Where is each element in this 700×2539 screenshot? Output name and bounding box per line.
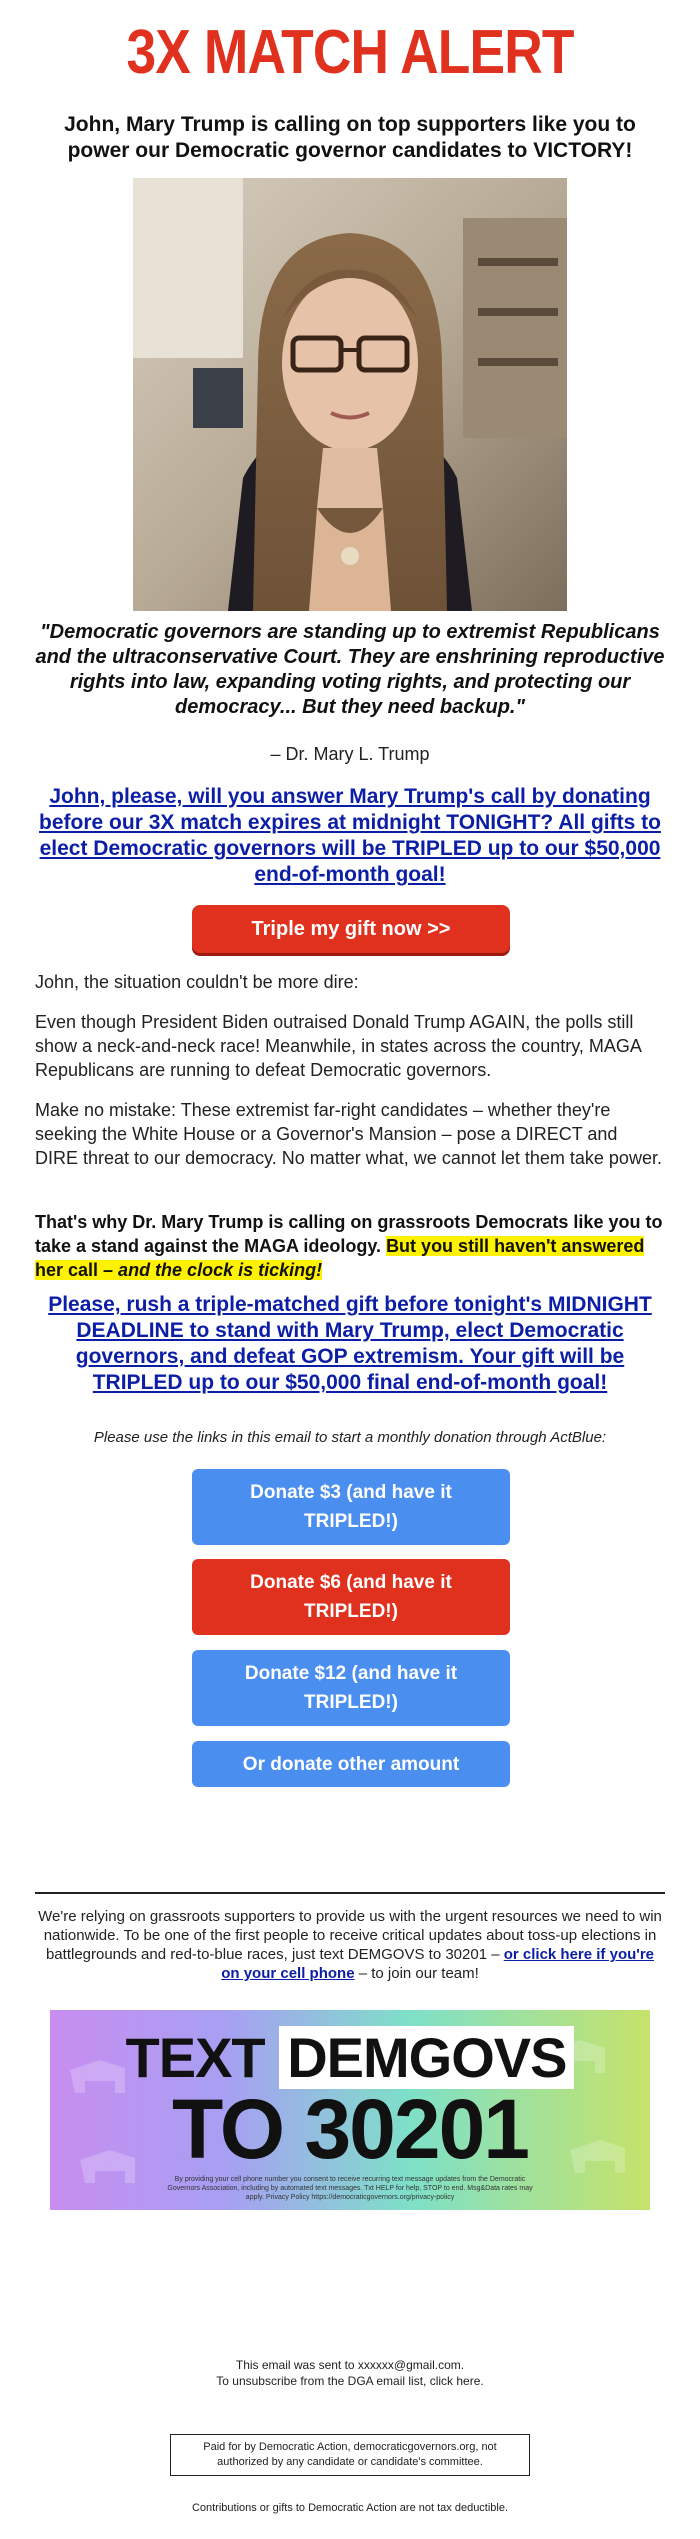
quote-attribution: – Dr. Mary L. Trump <box>270 744 430 764</box>
donate-3-button[interactable]: Donate $3 (and have it TRIPLED!) <box>192 1469 510 1545</box>
donate-ask <box>30 784 670 888</box>
body-paragraph-4-highlight-italic: – and the clock is ticking! <box>103 1260 323 1280</box>
donate-6-button[interactable]: Donate $6 (and have it TRIPLED!) <box>192 1559 510 1635</box>
footer-sent-info <box>0 2357 700 2389</box>
sms-text-after: – to join our team! <box>354 1965 479 1982</box>
body-paragraph-2: Even though President Biden outraised Donald Trump AGAIN, the polls still show a neck-and-neck race! Meanwhile, in states across the country, MAGA Republicans are running to defeat Democratic governors. <box>35 1012 641 1080</box>
sms-text-before: We're relying on grassroots supporters to provide us with the urgent resources we need to win nationwide. To be one of the first people to receive critical updates about toss-up elections in battlegrounds and red-to-blue races, just text DEMGOVS to 30201 – <box>38 1908 662 1963</box>
triple-gift-button[interactable]: Triple my gift now >> <box>192 905 510 953</box>
footer-unsubscribe[interactable]: To unsubscribe from the DGA email list, click here. <box>216 2374 484 2388</box>
subhead: John, Mary Trump is calling on top supporters like you to power our Democratic governor candidates to VICTORY! <box>64 113 636 162</box>
footer-sent-to: This email was sent to xxxxxx@gmail.com. <box>235 2358 465 2372</box>
text-demgovs-banner[interactable] <box>50 2010 650 2210</box>
donate-ask-link[interactable]: John, please, will you answer Mary Trump's call by donating before our 3X match expires at midnight TONIGHT? All gifts to elect Democratic governors will be TRIPLED up to our $50,000 end-of-month goal! <box>39 785 661 886</box>
monthly-donation-note: Please use the links in this email to start a monthly donation through ActBlue: <box>93 1429 607 1446</box>
quote-text: "Democratic governors are standing up to extremist Republicans and the ultraconservative Court. They are enshrining reproductive rights into law, expanding voting rights, and protecting our democracy... But they need backup." <box>35 621 665 718</box>
tax-deductible-note: Contributions or gifts to Democratic Action are not tax deductible. <box>191 2502 509 2514</box>
paid-for-disclaimer: Paid for by Democratic Action, democraticgovernors.org, not authorized by any candidate or candidate's committee. <box>170 2434 530 2476</box>
banner-line-1 <box>50 2028 650 2088</box>
banner-fine-print: By providing your cell phone number you consent to receive recurring text message updates from the Democratic Governors Association, including by automated text messages. Txt HELP for help, STOP to end. Msg&Data rates may apply. Privacy Policy https://democraticgovernors.org/privacy-policy <box>167 2176 533 2201</box>
body-paragraph-4-highlight: But you still haven't answered her call <box>35 1236 645 1280</box>
banner-line-2: TO 30201 <box>171 2082 529 2176</box>
donate-12-button[interactable]: Donate $12 (and have it TRIPLED!) <box>192 1650 510 1726</box>
sms-cell-phone-link[interactable]: or click here if you're on your cell phone <box>221 1946 655 1982</box>
body-paragraph-3: Make no mistake: These extremist far-right candidates – whether they're seeking the White House or a Governor's Mansion – pose a DIRECT and DIRE threat to our democracy. No matter what, we cannot let them take power. <box>35 1100 662 1168</box>
sms-signup-text <box>35 1907 665 1983</box>
body-paragraph-1: John, the situation couldn't be more dire: <box>35 972 359 992</box>
body-paragraph-4-bold: That's why Dr. Mary Trump is calling on grassroots Democrats like you to take a stand against the MAGA ideology. <box>35 1212 663 1256</box>
donate-ask-2-link[interactable]: Please, rush a triple-matched gift before tonight's MIDNIGHT DEADLINE to stand with Mary Trump, elect Democratic governors, and defeat GOP extremism. Your gift will be TRIPLED up to our $50,000 final end-of-month goal! <box>48 1293 652 1394</box>
divider <box>35 1892 665 1894</box>
headline: 3X MATCH ALERT <box>126 18 574 87</box>
body-paragraph-4 <box>35 1210 665 1282</box>
banner-text-word: TEXT <box>125 2026 265 2089</box>
banner-keyword: DEMGOVS <box>279 2026 574 2089</box>
donate-other-amount-button[interactable]: Or donate other amount <box>192 1741 510 1787</box>
donate-ask-2 <box>35 1292 665 1396</box>
portrait-photo[interactable] <box>133 178 567 611</box>
